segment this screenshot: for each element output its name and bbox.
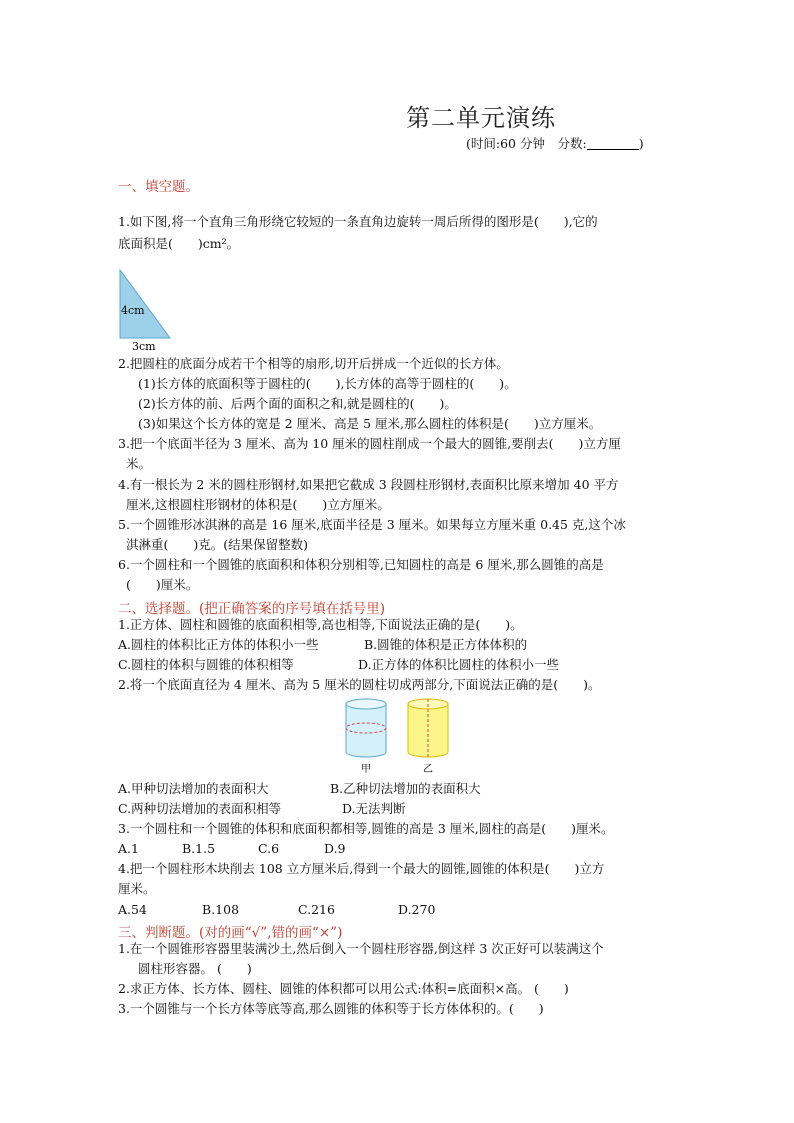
s3-q1-line1: 1.在一个圆锥形容器里装满沙土,然后倒入一个圆柱形容器,倒这样 3 次正好可以装满这个 [118,941,604,956]
s2-q4-option-d: D.270 [398,902,436,917]
s1-q5-line2: 淇淋重( )克。(结果保留整数) [126,537,309,552]
cylinder-jia [346,699,386,757]
s2-q2-option-a: A.甲种切法增加的表面积大 [118,781,269,796]
s1-q2: 2.把圆柱的底面分成若干个相等的扇形,切开后拼成一个近似的长方体。 [118,356,509,371]
s1-q6-line1: 6.一个圆柱和一个圆锥的底面积和体积分别相等,已知圆柱的高是 6 厘米,那么圆锥的高是 [118,557,604,572]
s2-q4-line2: 厘米。 [118,881,156,896]
s1-q5-line1: 5.一个圆锥形冰淇淋的高是 16 厘米,底面半径是 3 厘米。如果每立方厘米重 0.45 克,这个冰 [118,517,626,532]
page-title: 第二单元演练 [406,104,556,132]
fig-label-jia: 甲 [361,764,371,775]
s2-q3-option-d: D.9 [324,841,346,856]
s1-q4-line1: 4.有一根长为 2 米的圆柱形钢材,如果把它截成 3 段圆柱形钢材,表面积比原来增加 40 平方 [118,477,619,492]
meta-prefix: (时间:60 分钟 分数: [466,136,587,151]
s1-q6-line2: ( )厘米。 [126,577,199,592]
section3-heading: 三、判断题。(对的画“√”,错的画“×”) [118,925,343,941]
fig-label-4cm: 4cm [121,304,145,317]
s2-q3-option-a: A.1 [118,841,139,856]
s2-q2: 2.将一个底面直径为 4 厘米、高为 5 厘米的圆柱切成两部分,下面说法正确的是( )。 [118,677,601,692]
s1-q3-line2: 米。 [126,456,152,471]
s2-q3-option-c: C.6 [258,841,280,856]
section1-heading: 一、填空题。 [118,179,199,195]
s1-q3-line1: 3.把一个底面半径为 3 厘米、高为 10 厘米的圆柱削成一个最大的圆锥,要削去( )立方厘 [118,436,621,451]
s2-q3-option-b: B.1.5 [182,841,216,856]
s1-q1-line1: 1.如下图,将一个直角三角形绕它较短的一条直角边旋转一周后所得的图形是( ),它的 [118,214,598,229]
s2-q1-option-a: A.圆柱的体积比正方体的体积小一些 [118,637,319,652]
time-score-line [466,134,644,152]
s1-q2-2: (2)长方体的前、后两个面的面积之和,就是圆柱的( )。 [138,396,457,411]
s2-q1: 1.正方体、圆柱和圆锥的底面积相等,高也相等,下面说法正确的是( )。 [118,617,523,632]
cylinder-figures [340,694,456,778]
s1-q4-line2: 厘米,这根圆柱形钢材的体积是( )立方厘米。 [126,497,390,512]
cylinder-jia-body [346,704,386,757]
s2-q4-option-a: A.54 [118,902,147,917]
cylinder-jia-top [346,699,386,709]
s1-q2-3: (3)如果这个长方体的宽是 2 厘米、高是 5 厘米,那么圆柱的体积是( )立方厘米。 [138,416,602,431]
fig-label-3cm: 3cm [132,340,156,352]
s2-q2-option-c: C.两种切法增加的表面积相等 [118,801,282,816]
s1-q2-1: (1)长方体的底面积等于圆柱的( ),长方体的高等于圆柱的( )。 [138,376,517,391]
score-blank[interactable] [587,137,639,150]
s2-q1-option-d: D.正方体的体积比圆柱的体积小一些 [358,657,560,672]
section2-heading: 二、选择题。(把正确答案的序号填在括号里) [118,601,386,617]
s3-q1-line2: 圆柱形容器。 ( ) [138,961,252,976]
s2-q3: 3.一个圆柱和一个圆锥的体积和底面积都相等,圆锥的高是 3 厘米,圆柱的高是( )厘米。 [118,821,614,836]
s2-q2-option-b: B.乙种切法增加的表面积大 [330,781,481,796]
s2-q2-option-d: D.无法判断 [342,801,406,816]
s2-q1-option-c: C.圆柱的体积与圆锥的体积相等 [118,657,294,672]
s3-q2: 2.求正方体、长方体、圆柱、圆锥的体积都可以用公式:体积=底面积×高。 ( ) [118,981,569,996]
cylinder-yi [408,699,448,757]
s2-q4-line1: 4.把一个圆柱形木块削去 108 立方厘米后,得到一个最大的圆锥,圆锥的体积是( )立方 [118,861,605,876]
s2-q1-option-b: B.圆锥的体积是正方体体积的 [364,637,528,652]
meta-suffix: ) [638,136,644,151]
s2-q4-option-b: B.108 [202,902,240,917]
fig-label-yi: 乙 [423,764,433,775]
s1-q1-line2: 底面积是( )cm²。 [118,236,240,251]
right-triangle-figure [112,266,184,352]
s3-q3: 3.一个圆锥与一个长方体等底等高,那么圆锥的体积等于长方体体积的。( ) [118,1001,544,1016]
s2-q4-option-c: C.216 [298,902,335,917]
